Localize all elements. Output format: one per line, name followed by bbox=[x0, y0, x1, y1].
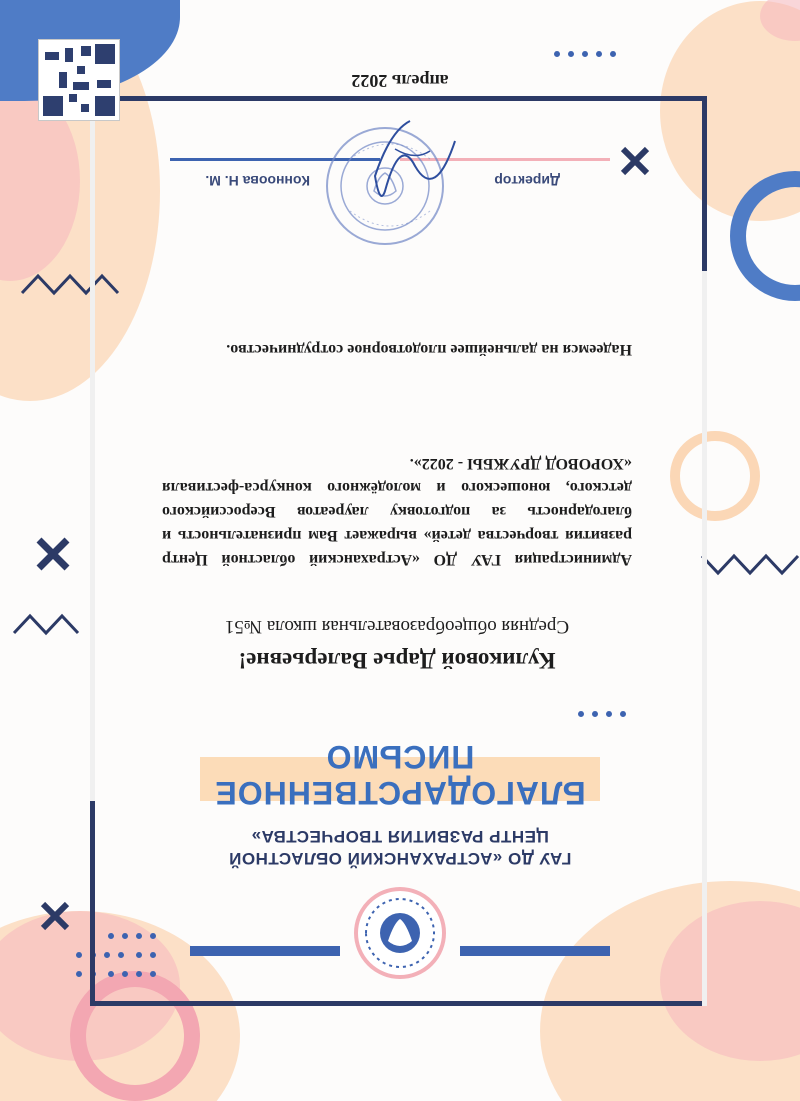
qr-code-icon bbox=[38, 39, 120, 121]
recipient-school: Средняя общеобразовательная школа №51 bbox=[224, 616, 570, 637]
organization-line-1: ГАУ ДО «АСТРАХАНСКИЙ ОБЛАСТНОЙ bbox=[228, 849, 572, 868]
frame-left-bottom bbox=[702, 96, 707, 271]
zigzag-icon bbox=[10, 611, 80, 641]
handwritten-signature bbox=[360, 111, 470, 221]
header-stripe-left bbox=[460, 946, 610, 956]
gratitude-paragraph: Администрация ГАУ ДО «Астраханский областной Центр развития творчества детей» выражает Вам признательность и благодарность за подготовку лауреатов Всероссийского детского, юношеского и молодёжного конкурса-фестиваля «ХОРОВОД ДРУЖБЫ - 2022». bbox=[162, 455, 632, 568]
closing-paragraph: Надеемся на дальнейшее плодотворное сотрудничество. bbox=[226, 341, 632, 358]
recipient-name: Куликовой Дарье Валерьевне! bbox=[238, 648, 556, 673]
issue-date: апрель 2022 bbox=[351, 71, 449, 91]
organization-name bbox=[0, 825, 800, 869]
title-line-1: БЛАГОДАРСТВЕННОЕ bbox=[214, 775, 586, 811]
frame-bottom bbox=[95, 96, 707, 101]
title-line-2: ПИСЬМО bbox=[325, 739, 475, 775]
org-emblem-icon bbox=[352, 885, 448, 981]
cross-icon bbox=[36, 537, 70, 571]
header-stripe-right bbox=[190, 946, 340, 956]
cross-icon bbox=[620, 146, 650, 176]
dot-row-left bbox=[540, 702, 630, 721]
frame-top bbox=[95, 1001, 707, 1006]
signer-name: Конноова Н. М. bbox=[205, 173, 310, 189]
dot-row-bottom bbox=[510, 42, 620, 61]
zigzag-icon bbox=[10, 271, 120, 301]
organization-line-2: ЦЕНТР РАЗВИТИЯ ТВОРЧЕСТВА» bbox=[251, 827, 549, 846]
peach-ring-left bbox=[670, 431, 760, 521]
signer-position: Директор bbox=[494, 173, 560, 189]
dot-grid-top-right bbox=[70, 924, 160, 981]
cross-icon bbox=[40, 901, 70, 931]
letter-title bbox=[0, 739, 800, 811]
frame-right-faint bbox=[90, 101, 95, 801]
